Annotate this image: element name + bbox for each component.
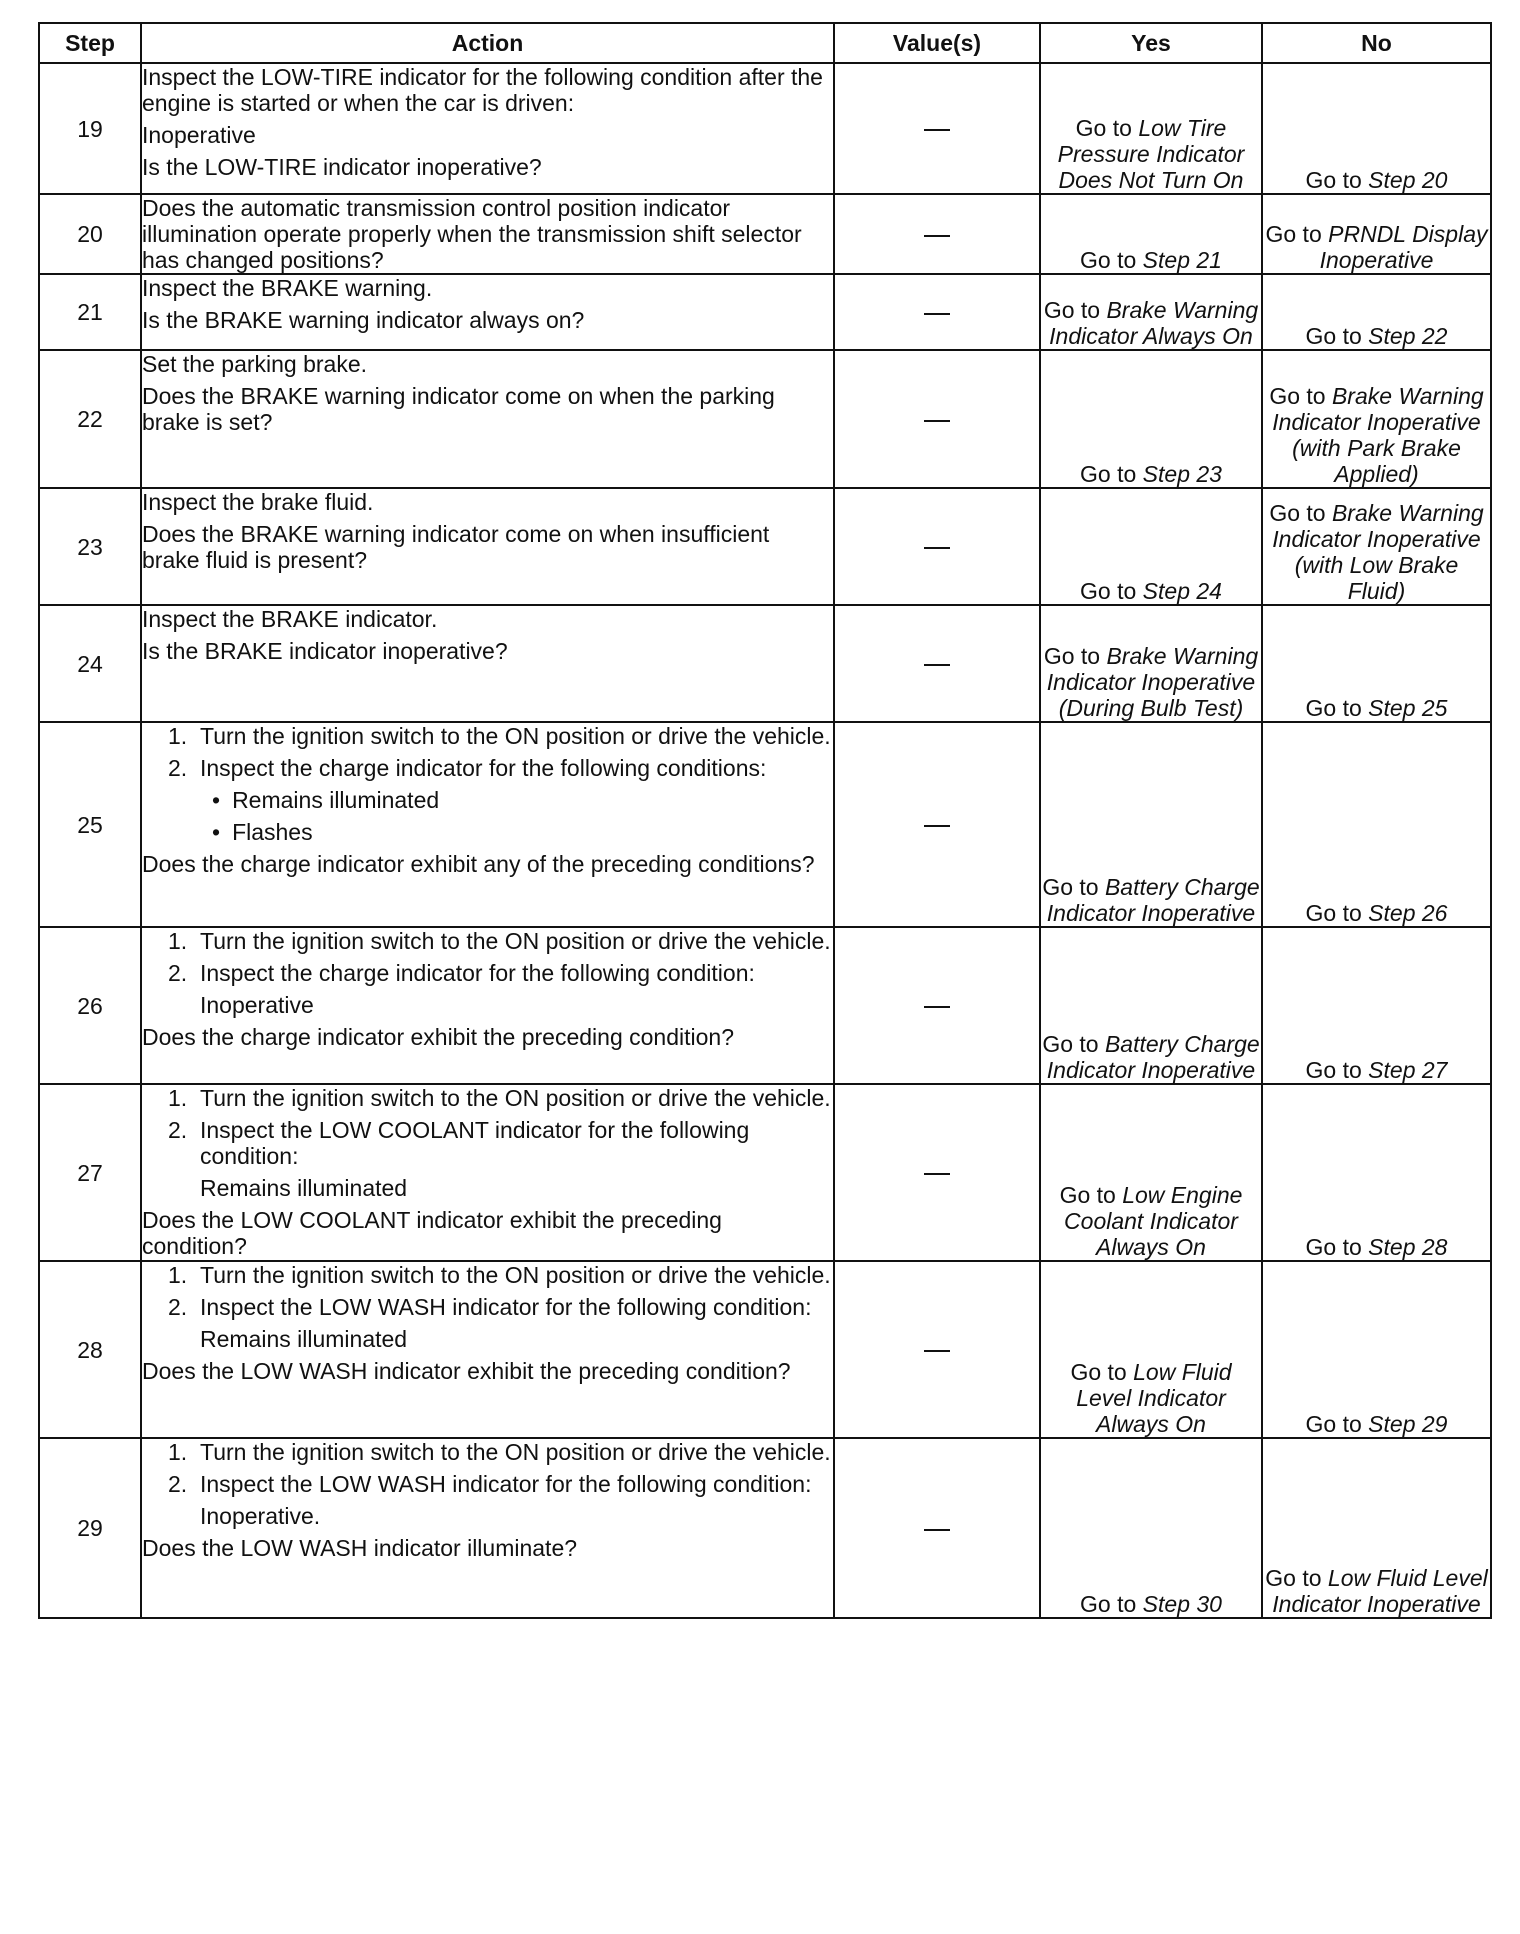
- yes-cell: [1040, 1438, 1262, 1618]
- action-text: Inspect the BRAKE indicator.: [142, 606, 438, 632]
- action-text: Does the BRAKE warning indicator come on when the parking brake is set?: [142, 383, 775, 435]
- value-cell: [834, 1084, 1040, 1261]
- yes-cell: [1040, 1084, 1262, 1261]
- value-cell: [834, 722, 1040, 927]
- step-number: 19: [39, 63, 141, 194]
- action-text: Does the LOW WASH indicator illuminate?: [142, 1535, 578, 1561]
- action-text: Does the BRAKE warning indicator come on when insufficient brake fluid is present?: [142, 521, 770, 573]
- no-prefix: Go to: [1269, 383, 1332, 409]
- bullet-text: Remains illuminated: [232, 787, 440, 813]
- yes-prefix: Go to: [1080, 247, 1143, 273]
- no-prefix: Go to: [1265, 221, 1329, 247]
- yes-link[interactable]: Low Tire Pressure Indicator Does Not Turn On: [1057, 115, 1245, 193]
- value-cell: [834, 488, 1040, 605]
- bullet-item: [142, 819, 833, 845]
- action-text: Does the LOW COOLANT indicator exhibit the preceding condition?: [142, 1207, 722, 1259]
- action-cell: [141, 194, 834, 274]
- no-prefix: Go to: [1305, 900, 1369, 926]
- dash-mark: [924, 420, 950, 422]
- action-text: Is the BRAKE warning indicator always on?: [142, 307, 585, 333]
- action-cell: [141, 488, 834, 605]
- action-cell: [141, 274, 834, 350]
- action-text: Set the parking brake.: [142, 351, 368, 377]
- no-prefix: Go to: [1305, 695, 1369, 721]
- numbered-step-text: Turn the ignition switch to the ON position or drive the vehicle.: [200, 1262, 831, 1288]
- step-number: 28: [39, 1261, 141, 1438]
- no-prefix: Go to: [1269, 500, 1332, 526]
- yes-cell: [1040, 63, 1262, 194]
- action-cell: [141, 605, 834, 722]
- dash-mark: [924, 547, 950, 549]
- no-link[interactable]: Brake Warning Indicator Inoperative (with Low Brake Fluid): [1272, 500, 1484, 604]
- value-text: [950, 1337, 951, 1338]
- value-cell: [834, 927, 1040, 1084]
- no-link[interactable]: Step 28: [1368, 1234, 1448, 1260]
- step-index: 2.: [168, 1471, 188, 1497]
- table-row: [39, 722, 1491, 927]
- action-text: Is the BRAKE indicator inoperative?: [142, 638, 508, 664]
- numbered-step-text: Inspect the charge indicator for the following condition:: [200, 960, 755, 986]
- table-row: [39, 350, 1491, 488]
- yes-link[interactable]: Step 23: [1142, 461, 1222, 487]
- step-number: 25: [39, 722, 141, 927]
- no-link[interactable]: Step 27: [1368, 1057, 1448, 1083]
- no-cell: [1262, 1261, 1491, 1438]
- numbered-step-text: Inspect the LOW WASH indicator for the following condition:: [200, 1471, 812, 1497]
- action-text: Does the automatic transmission control position indicator illumination operate properly when the transmission shift selector has changed positions?: [142, 195, 802, 273]
- numbered-step: [142, 723, 833, 749]
- no-link[interactable]: Step 25: [1368, 695, 1448, 721]
- numbered-step: [142, 1439, 833, 1465]
- dash-mark: [924, 1350, 950, 1352]
- no-cell: [1262, 1438, 1491, 1618]
- yes-cell: [1040, 605, 1262, 722]
- step-index: 1.: [168, 928, 188, 954]
- step-number: 23: [39, 488, 141, 605]
- no-cell: [1262, 605, 1491, 722]
- header-values: Value(s): [834, 23, 1040, 63]
- yes-cell: [1040, 488, 1262, 605]
- action-cell: [141, 350, 834, 488]
- no-cell: [1262, 350, 1491, 488]
- yes-cell: [1040, 350, 1262, 488]
- no-link[interactable]: PRNDL Display Inoperative: [1319, 221, 1488, 273]
- no-cell: [1262, 722, 1491, 927]
- table-row: [39, 63, 1491, 194]
- action-cell: [141, 1084, 834, 1261]
- bullet-text: Flashes: [232, 819, 313, 845]
- dash-mark: [924, 129, 950, 131]
- numbered-step-text: Turn the ignition switch to the ON position or drive the vehicle.: [200, 1085, 831, 1111]
- header-action: Action: [141, 23, 834, 63]
- value-cell: [834, 605, 1040, 722]
- dash-mark: [924, 1529, 950, 1531]
- action-text: Inspect the brake fluid.: [142, 489, 374, 515]
- action-cell: [141, 63, 834, 194]
- bullet-icon: •: [212, 787, 221, 813]
- step-number: 22: [39, 350, 141, 488]
- step-index: 2.: [168, 1294, 188, 1320]
- no-cell: [1262, 63, 1491, 194]
- step-number: 29: [39, 1438, 141, 1618]
- table-row: [39, 1084, 1491, 1261]
- yes-prefix: Go to: [1043, 643, 1107, 669]
- yes-link[interactable]: Battery Charge Indicator Inoperative: [1046, 1031, 1260, 1083]
- numbered-step-text: Inspect the charge indicator for the following conditions:: [200, 755, 767, 781]
- yes-cell: [1040, 927, 1262, 1084]
- numbered-step: [142, 1117, 833, 1169]
- step-index: 1.: [168, 1262, 188, 1288]
- no-prefix: Go to: [1305, 1234, 1369, 1260]
- no-link[interactable]: Step 26: [1368, 900, 1448, 926]
- condition-text: Remains illuminated: [200, 1326, 408, 1352]
- value-cell: [834, 194, 1040, 274]
- yes-prefix: Go to: [1080, 1591, 1143, 1617]
- yes-prefix: Go to: [1059, 1182, 1123, 1208]
- value-cell: [834, 274, 1040, 350]
- value-text: [950, 1515, 951, 1516]
- action-cell: [141, 722, 834, 927]
- yes-link[interactable]: Step 30: [1142, 1591, 1222, 1617]
- value-cell: [834, 1438, 1040, 1618]
- yes-cell: [1040, 274, 1262, 350]
- table-row: [39, 1261, 1491, 1438]
- table-row: [39, 274, 1491, 350]
- step-number: 20: [39, 194, 141, 274]
- action-text: Inoperative: [142, 122, 256, 148]
- value-cell: [834, 350, 1040, 488]
- dash-mark: [924, 1173, 950, 1175]
- step-number: 24: [39, 605, 141, 722]
- yes-cell: [1040, 1261, 1262, 1438]
- yes-cell: [1040, 194, 1262, 274]
- bullet-icon: •: [212, 819, 221, 845]
- numbered-step: [142, 928, 833, 954]
- no-prefix: Go to: [1265, 1565, 1328, 1591]
- yes-link[interactable]: Brake Warning Indicator Inoperative (During Bulb Test): [1046, 643, 1259, 721]
- yes-prefix: Go to: [1075, 115, 1139, 141]
- table-row: [39, 927, 1491, 1084]
- action-text: Does the charge indicator exhibit the preceding condition?: [142, 1024, 734, 1050]
- yes-link[interactable]: Step 24: [1142, 578, 1222, 604]
- table-row: [39, 488, 1491, 605]
- dash-mark: [924, 235, 950, 237]
- yes-cell: [1040, 722, 1262, 927]
- value-text: [950, 221, 951, 222]
- numbered-step: [142, 1262, 833, 1288]
- yes-link[interactable]: Low Engine Coolant Indicator Always On: [1064, 1182, 1243, 1260]
- action-text: Does the charge indicator exhibit any of the preceding conditions?: [142, 851, 815, 877]
- condition-text: Inoperative: [200, 992, 314, 1018]
- table-row: [39, 1438, 1491, 1618]
- action-text: Is the LOW-TIRE indicator inoperative?: [142, 154, 542, 180]
- yes-prefix: Go to: [1080, 461, 1143, 487]
- bullet-item: [142, 787, 833, 813]
- yes-prefix: Go to: [1042, 1031, 1105, 1057]
- dash-mark: [924, 1006, 950, 1008]
- action-text: Does the LOW WASH indicator exhibit the preceding condition?: [142, 1358, 791, 1384]
- yes-prefix: Go to: [1080, 578, 1143, 604]
- header-step: Step: [39, 23, 141, 63]
- no-prefix: Go to: [1305, 167, 1369, 193]
- header-row: [39, 23, 1491, 63]
- dash-mark: [924, 664, 950, 666]
- value-text: [950, 812, 951, 813]
- no-cell: [1262, 274, 1491, 350]
- dash-mark: [924, 313, 950, 315]
- action-text: Inspect the LOW-TIRE indicator for the following condition after the engine is started or when the car is driven:: [142, 64, 823, 116]
- value-text: [950, 651, 951, 652]
- numbered-step: [142, 755, 833, 781]
- step-number: 26: [39, 927, 141, 1084]
- numbered-step-text: Turn the ignition switch to the ON position or drive the vehicle.: [200, 1439, 831, 1465]
- header-yes: Yes: [1040, 23, 1262, 63]
- step-number: 21: [39, 274, 141, 350]
- value-text: [950, 406, 951, 407]
- no-link[interactable]: Step 20: [1368, 167, 1448, 193]
- value-text: [950, 299, 951, 300]
- numbered-step-text: Inspect the LOW WASH indicator for the following condition:: [200, 1294, 812, 1320]
- step-index: 1.: [168, 723, 188, 749]
- no-prefix: Go to: [1305, 323, 1369, 349]
- numbered-step-text: Inspect the LOW COOLANT indicator for the following condition:: [200, 1117, 750, 1169]
- value-cell: [834, 63, 1040, 194]
- value-text: [950, 534, 951, 535]
- value-text: [950, 116, 951, 117]
- action-cell: [141, 927, 834, 1084]
- step-index: 2.: [168, 1117, 188, 1143]
- no-link[interactable]: Step 22: [1368, 323, 1448, 349]
- no-link[interactable]: Brake Warning Indicator Inoperative (with Park Brake Applied): [1272, 383, 1484, 487]
- table-body: [39, 63, 1491, 1618]
- step-index: 2.: [168, 960, 188, 986]
- numbered-step: [142, 1471, 833, 1497]
- value-text: [950, 993, 951, 994]
- no-link[interactable]: Step 29: [1368, 1411, 1448, 1437]
- dash-mark: [924, 825, 950, 827]
- no-cell: [1262, 927, 1491, 1084]
- step-index: 1.: [168, 1439, 188, 1465]
- condition-text: Inoperative.: [200, 1503, 321, 1529]
- step-index: 1.: [168, 1085, 188, 1111]
- yes-link[interactable]: Brake Warning Indicator Always On: [1049, 297, 1259, 349]
- no-link[interactable]: Low Fluid Level Indicator Inoperative: [1272, 1565, 1488, 1617]
- yes-prefix: Go to: [1042, 874, 1105, 900]
- action-cell: [141, 1261, 834, 1438]
- yes-link[interactable]: Low Fluid Level Indicator Always On: [1076, 1359, 1232, 1437]
- yes-link[interactable]: Battery Charge Indicator Inoperative: [1046, 874, 1260, 926]
- numbered-step-text: Turn the ignition switch to the ON position or drive the vehicle.: [200, 928, 831, 954]
- value-cell: [834, 1261, 1040, 1438]
- table-row: [39, 194, 1491, 274]
- condition-text: Remains illuminated: [200, 1175, 408, 1201]
- header-no: No: [1262, 23, 1491, 63]
- step-number: 27: [39, 1084, 141, 1261]
- value-text: [950, 1160, 951, 1161]
- no-cell: [1262, 488, 1491, 605]
- no-prefix: Go to: [1305, 1411, 1369, 1437]
- no-cell: [1262, 194, 1491, 274]
- action-text: Inspect the BRAKE warning.: [142, 275, 433, 301]
- no-prefix: Go to: [1305, 1057, 1369, 1083]
- yes-link[interactable]: Step 21: [1142, 247, 1222, 273]
- table-row: [39, 605, 1491, 722]
- step-index: 2.: [168, 755, 188, 781]
- numbered-step-text: Turn the ignition switch to the ON position or drive the vehicle.: [200, 723, 831, 749]
- numbered-step: [142, 1294, 833, 1320]
- yes-prefix: Go to: [1043, 297, 1107, 323]
- numbered-step: [142, 1085, 833, 1111]
- numbered-step: [142, 960, 833, 986]
- no-cell: [1262, 1084, 1491, 1261]
- diagnostic-procedure-table: [38, 22, 1492, 1619]
- action-cell: [141, 1438, 834, 1618]
- yes-prefix: Go to: [1070, 1359, 1134, 1385]
